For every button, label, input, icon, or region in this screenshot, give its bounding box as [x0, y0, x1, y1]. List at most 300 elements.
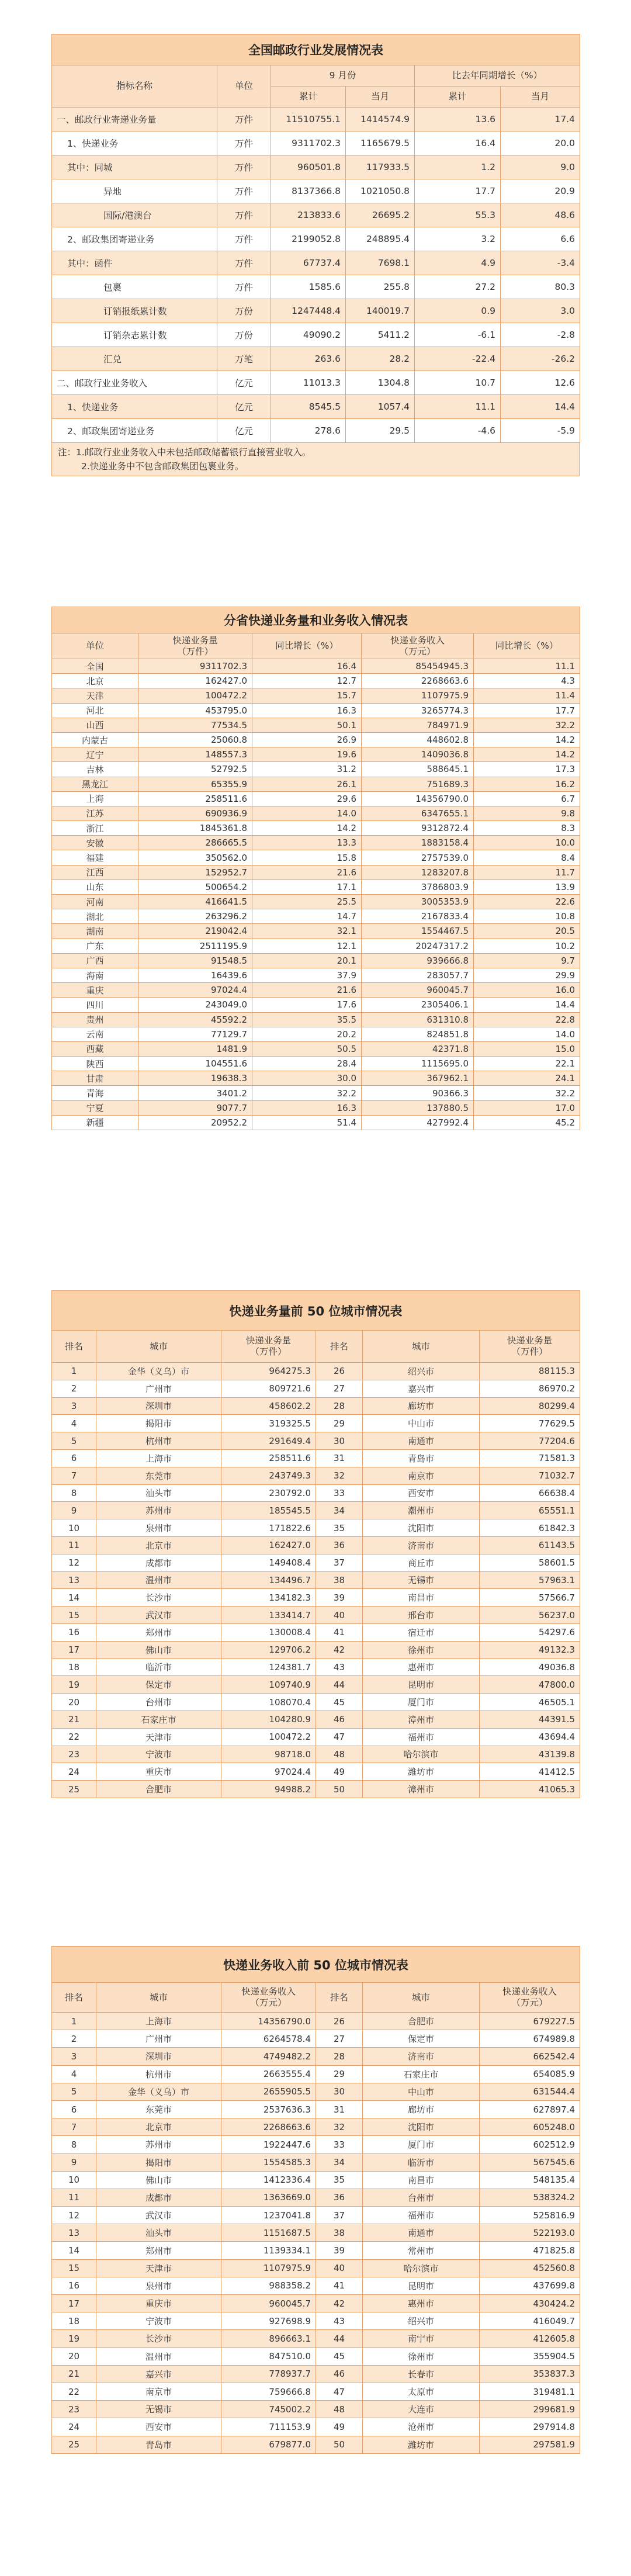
cumulative-growth: 55.3 — [415, 203, 501, 227]
volume-growth: 32.1 — [252, 924, 362, 939]
city-name: 嘉兴市 — [363, 1380, 480, 1397]
express-volume: 52792.5 — [138, 762, 252, 777]
revenue-growth: 16.2 — [474, 777, 580, 791]
city-name: 广州市 — [96, 1380, 221, 1397]
rank: 26 — [316, 1363, 363, 1380]
city-name: 南宁市 — [363, 2330, 480, 2348]
rank: 11 — [52, 2189, 96, 2206]
cumulative-growth: 1.2 — [415, 155, 501, 179]
rank: 31 — [316, 2100, 363, 2118]
city-value: 297581.9 — [480, 2436, 580, 2453]
city-name: 汕头市 — [96, 1484, 221, 1502]
rank: 3 — [52, 1397, 96, 1415]
city-value: 243749.3 — [221, 1467, 316, 1484]
city-name: 南京市 — [96, 2383, 221, 2400]
express-revenue: 448602.8 — [362, 732, 474, 747]
express-volume: 690936.9 — [138, 806, 252, 820]
city-name: 哈尔滨市 — [363, 1746, 480, 1763]
city-value: 1139334.1 — [221, 2242, 316, 2259]
express-revenue: 42371.8 — [362, 1041, 474, 1056]
province-name: 海南 — [52, 968, 138, 982]
cumulative-growth: 10.7 — [415, 371, 501, 395]
table-row — [52, 1728, 580, 1746]
province-name: 宁夏 — [52, 1100, 138, 1115]
rank: 32 — [316, 1467, 363, 1484]
revenue-growth: 17.3 — [474, 762, 580, 777]
city-value: 171822.6 — [221, 1519, 316, 1537]
express-revenue: 1115695.0 — [362, 1057, 474, 1071]
city-value: 745002.2 — [221, 2401, 316, 2418]
rank: 33 — [316, 1484, 363, 1502]
province-name: 陕西 — [52, 1057, 138, 1071]
city-value: 1412336.4 — [221, 2171, 316, 2189]
rank: 34 — [316, 2153, 363, 2171]
table-row — [52, 371, 580, 395]
city-name: 杭州市 — [96, 1432, 221, 1450]
table-row — [52, 1659, 580, 1676]
table-row — [52, 806, 580, 820]
table-row — [52, 1041, 580, 1056]
city-value: 46505.1 — [480, 1694, 580, 1711]
city-name: 绍兴市 — [363, 1363, 480, 1380]
unit-cell: 亿元 — [217, 395, 271, 419]
volume-growth: 17.1 — [252, 880, 362, 894]
table-row — [52, 1571, 580, 1589]
month-growth: 48.6 — [501, 203, 580, 227]
table-row — [52, 939, 580, 953]
city-value: 77629.5 — [480, 1415, 580, 1432]
city-value: 49036.8 — [480, 1659, 580, 1676]
province-name: 河北 — [52, 703, 138, 718]
express-volume: 148557.3 — [138, 747, 252, 762]
table-row — [52, 179, 580, 203]
express-volume: 263296.2 — [138, 909, 252, 924]
rank: 50 — [316, 2436, 363, 2453]
rank: 17 — [52, 1641, 96, 1659]
rank: 22 — [52, 1728, 96, 1746]
revenue-growth: 16.0 — [474, 983, 580, 998]
month-value: 117933.5 — [346, 155, 415, 179]
table-row — [52, 659, 580, 674]
rank: 50 — [316, 1781, 363, 1798]
express-revenue: 1107975.9 — [362, 688, 474, 703]
city-value: 662542.4 — [480, 2048, 580, 2065]
rank: 40 — [316, 1606, 363, 1624]
rank: 19 — [52, 1676, 96, 1694]
city-name: 上海市 — [96, 2013, 221, 2030]
city-name: 中山市 — [363, 1415, 480, 1432]
province-name: 新疆 — [52, 1115, 138, 1130]
city-value: 58601.5 — [480, 1554, 580, 1571]
indicator-name: 其中：函件 — [52, 251, 217, 275]
month-growth: 9.0 — [501, 155, 580, 179]
header-line: 快递业务收入 — [502, 1986, 557, 1997]
express-revenue: 2268663.6 — [362, 674, 474, 688]
city-value: 412605.8 — [480, 2330, 580, 2348]
table-row — [52, 865, 580, 880]
table-row — [52, 909, 580, 924]
column-header-period: 9 月份 — [271, 65, 415, 86]
volume-growth: 35.5 — [252, 1012, 362, 1027]
city-value: 567545.6 — [480, 2153, 580, 2171]
rank: 36 — [316, 2189, 363, 2206]
rank: 17 — [52, 2295, 96, 2312]
city-name: 宁波市 — [96, 1746, 221, 1763]
express-revenue: 85454945.3 — [362, 659, 474, 674]
city-name: 潍坊市 — [363, 1763, 480, 1781]
city-name: 郑州市 — [96, 2242, 221, 2259]
city-name: 保定市 — [96, 1676, 221, 1694]
column-header-rank: 排名 — [316, 1331, 363, 1363]
city-name: 台州市 — [363, 2189, 480, 2206]
city-name: 邢台市 — [363, 1606, 480, 1624]
city-value: 988358.2 — [221, 2277, 316, 2294]
city-value: 778937.7 — [221, 2365, 316, 2383]
city-value: 538324.2 — [480, 2189, 580, 2206]
rank: 29 — [316, 1415, 363, 1432]
table-row — [52, 275, 580, 299]
table-row — [52, 2277, 580, 2294]
volume-growth: 26.1 — [252, 777, 362, 791]
table-row — [52, 1086, 580, 1100]
express-volume: 1845361.8 — [138, 821, 252, 836]
table-row — [52, 968, 580, 982]
city-name: 哈尔滨市 — [363, 2259, 480, 2277]
cumulative-growth: -22.4 — [415, 347, 501, 371]
cumulative-growth: 0.9 — [415, 299, 501, 323]
column-header-value — [221, 1331, 316, 1363]
table-row — [52, 1781, 580, 1798]
express-volume: 9077.7 — [138, 1100, 252, 1115]
table-row — [52, 821, 580, 836]
express-volume: 162427.0 — [138, 674, 252, 688]
rank: 25 — [52, 1781, 96, 1798]
rank: 32 — [316, 2118, 363, 2136]
volume-growth: 16.3 — [252, 703, 362, 718]
revenue-growth: 4.3 — [474, 674, 580, 688]
rank: 24 — [52, 2418, 96, 2436]
city-name: 惠州市 — [363, 2295, 480, 2312]
city-name: 金华（义乌）市 — [96, 2083, 221, 2100]
header-line: 快递业务量 — [172, 635, 218, 646]
cumulative-value: 11013.3 — [271, 371, 346, 395]
table-row — [52, 1100, 580, 1115]
express-volume: 152952.7 — [138, 865, 252, 880]
express-revenue: 3005353.9 — [362, 895, 474, 909]
table-row — [52, 791, 580, 806]
city-value: 149408.4 — [221, 1554, 316, 1571]
table-row — [52, 227, 580, 251]
city-name: 武汉市 — [96, 2207, 221, 2224]
volume-growth: 16.4 — [252, 659, 362, 674]
table-row — [52, 203, 580, 227]
rank: 9 — [52, 2153, 96, 2171]
city-name: 温州市 — [96, 2348, 221, 2365]
rank: 44 — [316, 2330, 363, 2348]
city-value: 185545.5 — [221, 1502, 316, 1519]
rank: 16 — [52, 2277, 96, 2294]
city-value: 2663555.4 — [221, 2065, 316, 2083]
city-name: 中山市 — [363, 2083, 480, 2100]
table-row — [52, 2013, 580, 2030]
volume-growth: 50.1 — [252, 718, 362, 732]
unit-cell: 万件 — [217, 227, 271, 251]
table-row — [52, 1027, 580, 1041]
city-name: 青岛市 — [96, 2436, 221, 2453]
table-row — [52, 2083, 580, 2100]
express-volume: 25060.8 — [138, 732, 252, 747]
city-value: 960045.7 — [221, 2295, 316, 2312]
city-name: 廊坊市 — [363, 2100, 480, 2118]
province-name: 甘肃 — [52, 1071, 138, 1086]
table-row — [52, 251, 580, 275]
city-value: 1107975.9 — [221, 2259, 316, 2277]
indicator-name: 一、邮政行业寄递业务量 — [52, 108, 217, 131]
revenue-growth: 10.2 — [474, 939, 580, 953]
city-value: 679227.5 — [480, 2013, 580, 2030]
unit-cell: 万件 — [217, 275, 271, 299]
province-name: 辽宁 — [52, 747, 138, 762]
express-revenue: 2305406.1 — [362, 998, 474, 1012]
city-name: 昆明市 — [363, 2277, 480, 2294]
rank: 10 — [52, 2171, 96, 2189]
city-name: 成都市 — [96, 2189, 221, 2206]
column-header-value — [221, 1983, 316, 2013]
month-value: 1165679.5 — [346, 131, 415, 155]
table-row — [52, 732, 580, 747]
express-volume: 416641.5 — [138, 895, 252, 909]
city-value: 88115.3 — [480, 1363, 580, 1380]
rank: 35 — [316, 2171, 363, 2189]
province-name: 黑龙江 — [52, 777, 138, 791]
rank: 15 — [52, 1606, 96, 1624]
volume-growth: 17.6 — [252, 998, 362, 1012]
column-header-unit: 单位 — [52, 633, 138, 659]
rank: 5 — [52, 1432, 96, 1450]
cumulative-value: 2199052.8 — [271, 227, 346, 251]
month-value: 1057.4 — [346, 395, 415, 419]
table-row — [52, 1623, 580, 1641]
unit-cell: 万份 — [217, 299, 271, 323]
city-value: 896663.1 — [221, 2330, 316, 2348]
city-value: 134496.7 — [221, 1571, 316, 1589]
revenue-growth: 14.2 — [474, 732, 580, 747]
volume-growth: 14.7 — [252, 909, 362, 924]
rank: 5 — [52, 2083, 96, 2100]
city-value: 49132.3 — [480, 1641, 580, 1659]
city-value: 458602.2 — [221, 1397, 316, 1415]
table-row — [52, 1484, 580, 1502]
express-volume: 1481.9 — [138, 1041, 252, 1056]
rank: 30 — [316, 1432, 363, 1450]
table-row — [52, 395, 580, 419]
city-name: 苏州市 — [96, 1502, 221, 1519]
city-value: 627897.4 — [480, 2100, 580, 2118]
rank: 33 — [316, 2136, 363, 2153]
volume-growth: 37.9 — [252, 968, 362, 982]
cumulative-value: 278.6 — [271, 419, 346, 443]
city-value: 1151687.5 — [221, 2224, 316, 2242]
table-row — [52, 895, 580, 909]
column-header-city: 城市 — [363, 1331, 480, 1363]
volume-growth: 19.6 — [252, 747, 362, 762]
table-title: 快递业务收入前 50 位城市情况表 — [52, 1947, 580, 1983]
rank: 37 — [316, 1554, 363, 1571]
table-row — [52, 2065, 580, 2083]
rank: 23 — [52, 1746, 96, 1763]
express-revenue: 2757539.0 — [362, 850, 474, 865]
rank: 12 — [52, 1554, 96, 1571]
city-value: 57963.1 — [480, 1571, 580, 1589]
rank: 13 — [52, 2224, 96, 2242]
table-row — [52, 983, 580, 998]
revenue-growth: 11.7 — [474, 865, 580, 880]
express-revenue: 631310.8 — [362, 1012, 474, 1027]
revenue-growth: 32.2 — [474, 1086, 580, 1100]
cumulative-value: 9311702.3 — [271, 131, 346, 155]
table-row — [52, 762, 580, 777]
city-value: 43694.4 — [480, 1728, 580, 1746]
table-row — [52, 1115, 580, 1130]
rank: 21 — [52, 1711, 96, 1728]
month-value: 140019.7 — [346, 299, 415, 323]
city-value: 2537636.3 — [221, 2100, 316, 2118]
city-name: 潮州市 — [363, 1502, 480, 1519]
table-row — [52, 2383, 580, 2400]
express-revenue: 939666.8 — [362, 953, 474, 968]
city-name: 无锡市 — [363, 1571, 480, 1589]
table-row — [52, 953, 580, 968]
rank: 18 — [52, 1659, 96, 1676]
rank: 49 — [316, 1763, 363, 1781]
express-volume: 3401.2 — [138, 1086, 252, 1100]
rank: 7 — [52, 1467, 96, 1484]
express-revenue: 427992.4 — [362, 1115, 474, 1130]
city-name: 西安市 — [96, 2418, 221, 2436]
revenue-growth: 22.8 — [474, 1012, 580, 1027]
cumulative-value: 8137366.8 — [271, 179, 346, 203]
unit-cell: 万件 — [217, 203, 271, 227]
table-row — [52, 703, 580, 718]
province-name: 湖南 — [52, 924, 138, 939]
city-name: 沈阳市 — [363, 1519, 480, 1537]
city-name: 重庆市 — [96, 1763, 221, 1781]
city-value: 133414.7 — [221, 1606, 316, 1624]
month-value: 1304.8 — [346, 371, 415, 395]
express-volume: 97024.4 — [138, 983, 252, 998]
rank: 15 — [52, 2259, 96, 2277]
city-name: 南昌市 — [363, 1589, 480, 1606]
city-name: 福州市 — [363, 2207, 480, 2224]
unit-cell: 万件 — [217, 179, 271, 203]
rank: 47 — [316, 1728, 363, 1746]
table-row — [52, 836, 580, 850]
volume-growth: 29.6 — [252, 791, 362, 806]
rank: 11 — [52, 1536, 96, 1554]
province-name: 四川 — [52, 998, 138, 1012]
city-name: 杭州市 — [96, 2065, 221, 2083]
express-volume: 258511.6 — [138, 791, 252, 806]
month-growth: 80.3 — [501, 275, 580, 299]
express-revenue: 20247317.2 — [362, 939, 474, 953]
header-unit-line: （万件） — [511, 1346, 548, 1357]
city-value: 452560.8 — [480, 2259, 580, 2277]
city-value: 41412.5 — [480, 1763, 580, 1781]
city-name: 廊坊市 — [363, 1397, 480, 1415]
city-name: 金华（义乌）市 — [96, 1363, 221, 1380]
cumulative-value: 1247448.4 — [271, 299, 346, 323]
volume-growth: 21.6 — [252, 983, 362, 998]
city-value: 71032.7 — [480, 1467, 580, 1484]
city-value: 2655905.5 — [221, 2083, 316, 2100]
province-name: 浙江 — [52, 821, 138, 836]
city-name: 福州市 — [363, 1728, 480, 1746]
city-name: 石家庄市 — [363, 2065, 480, 2083]
rank: 25 — [52, 2436, 96, 2453]
table-row — [52, 1554, 580, 1571]
province-name: 北京 — [52, 674, 138, 688]
column-header-revenue — [362, 633, 474, 659]
volume-growth: 12.7 — [252, 674, 362, 688]
rank: 21 — [52, 2365, 96, 2383]
province-name: 福建 — [52, 850, 138, 865]
express-revenue: 1883158.4 — [362, 836, 474, 850]
revenue-growth: 9.7 — [474, 953, 580, 968]
city-name: 揭阳市 — [96, 2153, 221, 2171]
table-title: 全国邮政行业发展情况表 — [52, 34, 580, 65]
city-name: 绍兴市 — [363, 2312, 480, 2330]
table-row — [52, 1432, 580, 1450]
revenue-growth: 14.0 — [474, 1027, 580, 1041]
city-value: 522193.0 — [480, 2224, 580, 2242]
province-name: 山西 — [52, 718, 138, 732]
express-volume: 2511195.9 — [138, 939, 252, 953]
table-row — [52, 155, 580, 179]
table-row — [52, 1606, 580, 1624]
city-value: 1363669.0 — [221, 2189, 316, 2206]
express-volume: 500654.2 — [138, 880, 252, 894]
city-name: 南通市 — [363, 2224, 480, 2242]
cumulative-growth: 11.1 — [415, 395, 501, 419]
city-value: 100472.2 — [221, 1728, 316, 1746]
revenue-growth: 14.4 — [474, 998, 580, 1012]
rank: 16 — [52, 1623, 96, 1641]
city-value: 711153.9 — [221, 2418, 316, 2436]
volume-growth: 50.5 — [252, 1041, 362, 1056]
table-row — [52, 108, 580, 131]
express-volume: 243049.0 — [138, 998, 252, 1012]
city-name: 泉州市 — [96, 2277, 221, 2294]
volume-growth: 51.4 — [252, 1115, 362, 1130]
revenue-growth: 24.1 — [474, 1071, 580, 1086]
table-title: 快递业务量前 50 位城市情况表 — [52, 1291, 580, 1331]
table-row — [52, 1467, 580, 1484]
city-name: 常州市 — [363, 2242, 480, 2259]
revenue-growth: 29.9 — [474, 968, 580, 982]
express-revenue: 784971.9 — [362, 718, 474, 732]
city-name: 武汉市 — [96, 1606, 221, 1624]
column-header-city: 城市 — [96, 1983, 221, 2013]
city-name: 济南市 — [363, 1536, 480, 1554]
rank: 26 — [316, 2013, 363, 2030]
express-volume: 77534.5 — [138, 718, 252, 732]
table-row — [52, 1380, 580, 1397]
city-name: 佛山市 — [96, 2171, 221, 2189]
city-name: 北京市 — [96, 2118, 221, 2136]
rank: 45 — [316, 1694, 363, 1711]
rank: 43 — [316, 1659, 363, 1676]
month-value: 248895.4 — [346, 227, 415, 251]
